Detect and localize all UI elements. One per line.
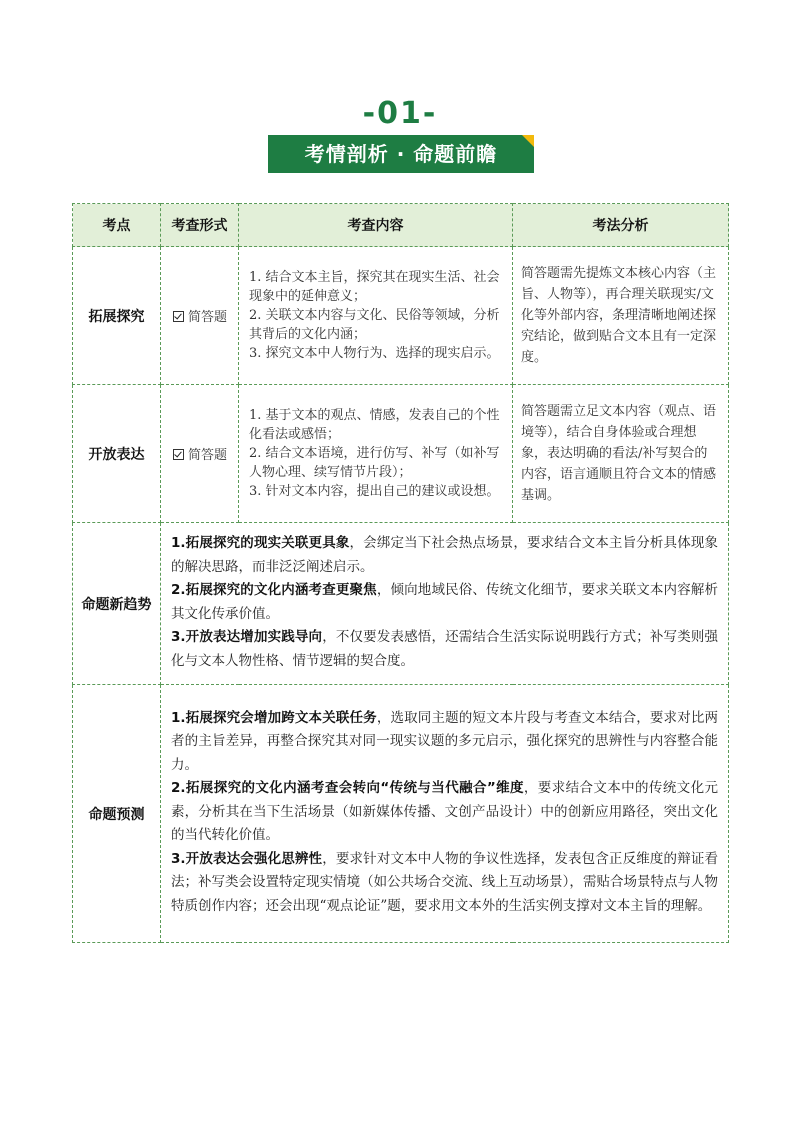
row-content [239, 385, 513, 523]
forecast-item [171, 848, 718, 919]
forecast-content [161, 685, 729, 943]
row-point: 拓展探究 [73, 247, 161, 385]
trend-content [161, 523, 729, 685]
forecast-item [171, 707, 718, 778]
header-point: 考点 [73, 204, 161, 247]
content-item: 1. 结合文本主旨，探究其在现实生活、社会现象中的延伸意义； [249, 270, 500, 304]
row-form-label: 简答题 [188, 310, 228, 325]
banner-corner-decoration [522, 135, 534, 147]
content-item: 2. 结合文本语境，进行仿写、补写（如补写人物心理、续写情节片段）； [249, 446, 500, 480]
trend-item-text: ，倾向地域民俗、传统文化细节，要求关联文本内容解析其文化传承价值。 [171, 582, 719, 622]
checkbox-checked-icon [173, 449, 184, 460]
trend-label: 命题新趋势 [73, 523, 161, 685]
content-item: 3. 探究文本中人物行为、选择的现实启示。 [249, 346, 500, 361]
header-analysis: 考法分析 [513, 204, 729, 247]
forecast-label: 命题预测 [73, 685, 161, 943]
content-item: 1. 基于文本的观点、情感，发表自己的个性化看法或感悟； [249, 408, 500, 442]
trend-row [73, 523, 729, 685]
row-form [161, 385, 239, 523]
section-number: -01- [362, 96, 438, 131]
trend-item [171, 626, 718, 673]
forecast-row [73, 685, 729, 943]
forecast-item [171, 777, 718, 848]
row-content [239, 247, 513, 385]
checkbox-checked-icon [173, 311, 184, 322]
row-form [161, 247, 239, 385]
exam-analysis-table [72, 203, 729, 943]
forecast-item-text: ，要求结合文本中的传统文化元素，分析其在当下生活场景（如新媒体传播、文创产品设计）中的创新应用路径，突出文化的当代转化价值。 [171, 780, 718, 844]
trend-item-heading: 2.拓展探究的文化内涵考查更聚焦 [171, 582, 377, 598]
trend-item-heading: 1.拓展探究的现实关联更具象 [171, 535, 350, 551]
forecast-item-heading: 1.拓展探究会增加跨文本关联任务 [171, 709, 377, 726]
table-row [73, 247, 729, 385]
content-item: 2. 关联文本内容与文化、民俗等领域，分析其背后的文化内涵； [249, 308, 500, 342]
content-item: 3. 针对文本内容，提出自己的建议或设想。 [249, 484, 500, 499]
header-content: 考查内容 [239, 204, 513, 247]
forecast-item-text: ，要求针对文本中人物的争议性选择，发表包含正反维度的辩证看法；补写类会设置特定现实情境（如公共场合交流、线上互动场景），需贴合场景特点与人物特质创作内容；还会出现“观点论证”题，要求用文本外的生活实例支撑对文本主旨的理解。 [171, 850, 719, 914]
trend-item-heading: 3.开放表达增加实践导向 [171, 629, 323, 645]
trend-item-text: ，会绑定当下社会热点场景，要求结合文本主旨分析具体现象的解决思路，而非泛泛阐述启示。 [171, 535, 718, 575]
forecast-item-text: ，选取同主题的短文本片段与考查文本结合，要求对比两者的主旨差异，再整合探究其对同一现实议题的多元启示，强化探究的思辨性与内容整合能力。 [171, 709, 719, 773]
header-form: 考查形式 [161, 204, 239, 247]
section-title-banner [268, 135, 534, 173]
trend-item [171, 579, 718, 626]
forecast-item-heading: 3.开放表达会强化思辨性 [171, 850, 323, 867]
table-header-row [73, 204, 729, 247]
forecast-item-heading: 2.拓展探究的文化内涵考查会转向“传统与当代融合”维度 [171, 780, 524, 797]
row-form-label: 简答题 [188, 448, 228, 463]
table-row [73, 385, 729, 523]
row-point: 开放表达 [73, 385, 161, 523]
trend-item-text: ，不仅要发表感悟，还需结合生活实际说明践行方式；补写类则强化与文本人物性格、情节逻辑的契合度。 [171, 629, 719, 669]
row-analysis: 简答题需先提炼文本核心内容（主旨、人物等），再合理关联现实/文化等外部内容，条理清晰地阐述探究结论，做到贴合文本且有一定深度。 [513, 247, 729, 385]
section-title: 考情剖析 · 命题前瞻 [304, 142, 498, 166]
row-analysis: 简答题需立足文本内容（观点、语境等），结合自身体验或合理想象，表达明确的看法/补写契合的内容，语言通顺且符合文本的情感基调。 [513, 385, 729, 523]
trend-item [171, 532, 718, 579]
